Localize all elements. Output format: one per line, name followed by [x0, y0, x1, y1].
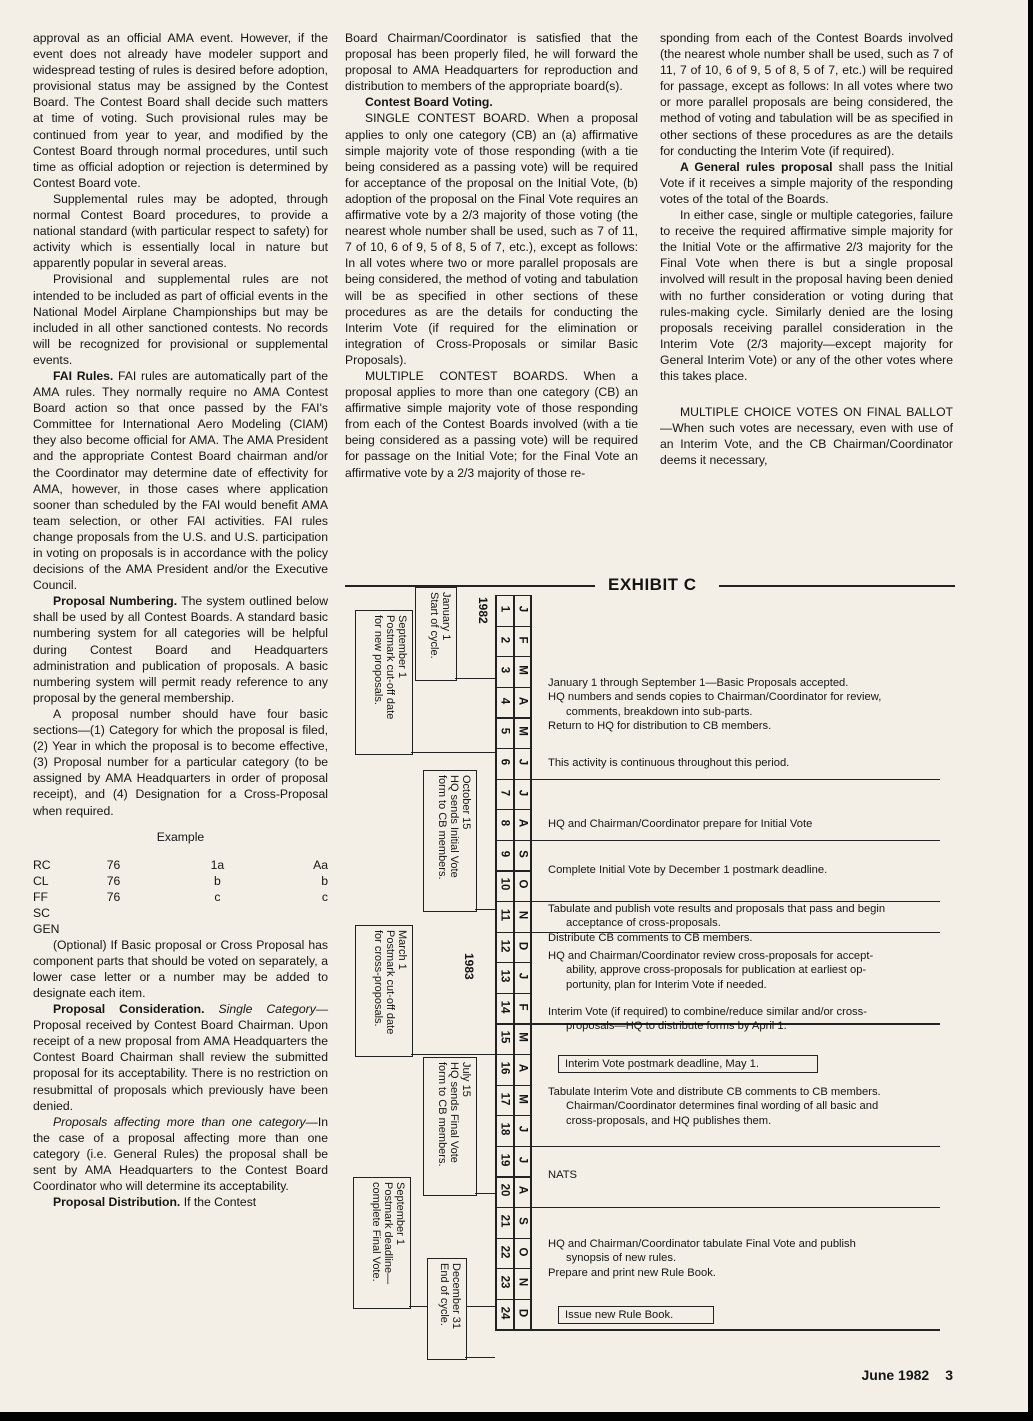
- milestone-label: December 31 End of cycle.: [438, 1263, 462, 1330]
- milestone-leader-line: [475, 1193, 495, 1194]
- step-text: ability, approve cross-proposals for publication at earliest op-: [566, 964, 867, 977]
- milestone-label: September 1 Postmark cut-off date for new proposals.: [372, 615, 408, 720]
- grid-row-line: [495, 656, 530, 657]
- paragraph: sponding from each of the Contest Boards involved (the nearest whole number shall be used, such as 7 of 11, 7 of 10, 6 of 9, 5 of 8, 5 of 7, etc.) will be required for passage, except as follows: In all votes where two or more parallel proposals are being considered, the method of voting and tabulation will be as specified in other sections of these procedures as are the details for conducting the Interim Vote (if required).: [660, 31, 953, 158]
- table-row: [33, 889, 328, 905]
- table-row: [33, 905, 328, 921]
- month-letter: J: [516, 1125, 529, 1133]
- paragraph: [33, 593, 328, 706]
- month-letter: J: [516, 1156, 529, 1163]
- month-number: 17: [498, 1092, 511, 1105]
- milestone-leader-line: [411, 752, 495, 753]
- table-cell: RC: [33, 857, 51, 872]
- milestone-label: March 1 Postmark cut-off date for cross-proposals.: [372, 930, 408, 1035]
- paragraph: (Optional) If Basic proposal or Cross Proposal has component parts that should be voted on separately, a lower case letter or a number may be added to designate each item.: [33, 937, 328, 1000]
- step-tabulate-initial: [548, 902, 948, 945]
- paragraph: Board Chairman/Coordinator is satisfied that the proposal has been properly filed, he will forward the proposal to AMA Headquarters for reproduction and distribution to members of the appropriate board(s).: [345, 31, 638, 94]
- section-heading: Proposal Distribution.: [53, 1195, 181, 1210]
- paragraph: In either case, single or multiple categories, failure to receive the required affirmative simple majority for the Initial Vote or the affirmative 2/3 majority for the Final Vote when there is but a single proposal involved will result in the proposal having been denied with no further consideration or voting during that rules-making cycle. Similarly denied are the losing proposals receiving parallel consideration in the Interim Vote (2/3 majority—except majority for General Interim Vote) or any of the other votes where this takes place.: [660, 208, 953, 383]
- table-cell: [181, 921, 255, 937]
- step-text: synopsis of new rules.: [566, 1252, 677, 1265]
- month-letter: M: [516, 1032, 529, 1043]
- paragraph: MULTIPLE CHOICE VOTES ON FINAL BALLOT—When such votes are necessary, even with use of an Interim Vote, and the CB Chairman/Coordinator deems it necessary,: [660, 405, 953, 468]
- scan-edge-bottom: [0, 1412, 1033, 1421]
- step-text: Return to HQ for distribution to CB members.: [548, 719, 772, 732]
- table-cell: [107, 921, 181, 937]
- month-number: 10: [498, 877, 511, 891]
- issue-date: June 1982: [861, 1367, 930, 1383]
- grid-line-right: [530, 595, 532, 1329]
- section-heading: Proposal Numbering.: [53, 594, 178, 609]
- table-row: [33, 857, 328, 873]
- month-letter: J: [516, 758, 529, 766]
- grid-row-line: [495, 1054, 530, 1055]
- month-number: 4: [498, 697, 511, 704]
- grid-row-line: [495, 962, 530, 963]
- step-text: Prepare and print new Rule Book.: [548, 1266, 716, 1279]
- milestone-box: [427, 1258, 467, 1360]
- grid-row-line: [495, 1176, 530, 1177]
- milestone-leader-line: [465, 1357, 495, 1358]
- month-number: 24: [498, 1306, 511, 1320]
- step-text: proposals—HQ to distribute forms by April 1.: [566, 1020, 787, 1033]
- grid-row-line: [495, 870, 530, 871]
- step-text: Tabulate and publish vote results and proposals that pass and begin: [548, 903, 886, 915]
- month-letter: A: [516, 819, 529, 828]
- month-letter: N: [516, 910, 529, 920]
- month-letter: A: [516, 696, 529, 705]
- paragraph: Provisional and supplemental rules are not intended to be included as part of official events in the National Model Airplane Championships but may be included in all other sanctioned contests. No records will be recognized for provisional or supplemental events.: [33, 272, 328, 367]
- month-number: 23: [498, 1275, 511, 1289]
- month-letter: O: [516, 1247, 529, 1257]
- step-text: January 1 through September 1—Basic Proposals accepted.: [548, 677, 849, 689]
- exhibit-title: EXHIBIT C: [600, 575, 705, 595]
- page-number: 3: [945, 1367, 953, 1383]
- paragraph: [33, 1001, 328, 1114]
- month-letter: D: [516, 941, 529, 950]
- grid-row-line: [495, 1115, 530, 1116]
- month-number: 9: [498, 850, 511, 857]
- month-number: 21: [498, 1214, 511, 1228]
- month-number: 16: [498, 1061, 511, 1075]
- step-nats: NATS: [548, 1169, 578, 1181]
- step-text: Interim Vote (if required) to combine/reduce similar and/or cross-: [548, 1006, 867, 1018]
- month-number: 1: [498, 605, 511, 613]
- table-cell: GEN: [33, 921, 60, 936]
- milestone-label: September 1 Postmark deadline— complete Final Vote.: [370, 1182, 406, 1285]
- table-cell: Aa: [313, 857, 328, 872]
- table-cell: 76: [106, 857, 121, 872]
- table-cell: FF: [33, 889, 48, 904]
- milestone-box: [353, 1177, 411, 1309]
- grid-row-line: [495, 595, 530, 596]
- table-cell: c: [321, 889, 328, 904]
- year-label: 1982: [476, 597, 490, 624]
- title-rule-left: [345, 585, 595, 587]
- table-cell: CL: [33, 873, 49, 888]
- month-letter: J: [516, 605, 529, 613]
- month-letter: J: [516, 789, 529, 796]
- table-row: [33, 921, 328, 937]
- step-text: cross-proposals, and HQ publishes them.: [566, 1114, 772, 1127]
- step-text: Tabulate Interim Vote and distribute CB comments to CB members.: [548, 1086, 881, 1098]
- month-number: 11: [498, 908, 511, 922]
- month-letter: F: [516, 636, 529, 644]
- rule-book-box: Issue new Rule Book.: [558, 1306, 714, 1324]
- section-heading: FAI Rules.: [53, 368, 114, 383]
- step-text: HQ numbers and sends copies to Chairman/Coordinator for review,: [548, 691, 882, 704]
- italic-text: Proposals affecting more than one category: [53, 1114, 306, 1129]
- step-interim-vote: [548, 1005, 948, 1034]
- step-text: portunity, plan for Interim Vote if needed.: [566, 978, 767, 991]
- milestone-box: [355, 925, 413, 1057]
- month-number: 20: [498, 1183, 511, 1197]
- paragraph: [33, 1114, 328, 1194]
- table-cell: [254, 921, 328, 937]
- grid-row-line: [495, 779, 940, 780]
- month-number: 8: [498, 819, 511, 827]
- step-initial-vote: Complete Initial Vote by December 1 postmark deadline.: [548, 864, 828, 876]
- month-letter: M: [516, 726, 529, 737]
- example-label: Example: [156, 829, 205, 844]
- page-footer: [861, 1367, 953, 1383]
- milestone-box: [355, 610, 413, 755]
- section-heading: A General rules proposal: [680, 159, 833, 174]
- step-text: HQ and Chairman/Coordinator review cross-proposals for accept-: [548, 950, 874, 962]
- grid-row-line: [495, 1329, 940, 1330]
- paragraph-text: FAI rules are automatically part of the AMA rules. They normally require no AMA Contest Board action so that once passed by the FAI's Committee for International Aero Modeling (CIAM) they also become official for AMA. The AMA President and the appropriate Contest Board chairman and/or the Coordinator may determine date of effectivity for AMA, however, in those cases where application sooner than scheduled by the FAI would benefit AMA team selection, or other FAI activities. FAI rules change proposals from the U.S. and U.S. participation in voting on proposals is in accordance with the policy decisions of the AMA President and/or the Executive Council.: [33, 368, 329, 593]
- grid-row-line: [495, 748, 530, 749]
- month-number: 7: [498, 789, 511, 796]
- interim-deadline-box: Interim Vote postmark deadline, May 1.: [558, 1055, 818, 1073]
- table-cell: b: [213, 873, 221, 888]
- milestone-leader-line: [475, 909, 495, 910]
- month-number: 2: [498, 636, 511, 643]
- grid-row-line: [495, 626, 530, 627]
- milestone-leader-line: [455, 678, 495, 679]
- grid-row-line: [495, 1085, 530, 1086]
- table-cell: 76: [106, 889, 121, 904]
- table-cell: [107, 905, 181, 921]
- month-letter: M: [516, 665, 529, 675]
- month-number: 22: [498, 1245, 511, 1258]
- table-cell: SC: [33, 905, 50, 920]
- month-number: 3: [498, 666, 511, 674]
- month-letter: A: [516, 1186, 529, 1195]
- grid-row-line: [495, 1146, 940, 1147]
- step-text: comments, breakdown into sub-parts.: [566, 705, 753, 718]
- step-review-cross-proposals: [548, 949, 948, 992]
- month-letter: J: [516, 972, 529, 980]
- paragraph-text: —In the case of a proposal affecting more than one category (i.e. General Rules) the proposal shall be sent by AMA Headquarters to the Contest Board Coordinator who will determine its acceptability.: [33, 1114, 328, 1194]
- step-basic-proposals: [548, 676, 948, 733]
- paragraph-text: shall pass the Initial Vote if it receives a simple majority of the responding votes of the total of the Boards.: [660, 159, 953, 206]
- year-label: 1983: [462, 953, 476, 980]
- table-cell: [254, 905, 328, 921]
- milestone-label: January 1 Start of cycle.: [428, 592, 452, 659]
- month-letter: M: [516, 1093, 529, 1104]
- milestone-label: July 15 HQ sends Final Vote form to CB members.: [436, 1062, 472, 1167]
- step-text: Distribute CB comments to CB members.: [548, 931, 753, 944]
- example-table: [33, 857, 328, 937]
- paragraph-text: If the Contest: [183, 1195, 257, 1210]
- step-text: HQ and Chairman/Coordinator tabulate Final Vote and publish: [548, 1238, 856, 1250]
- month-number: 5: [498, 728, 511, 735]
- table-cell: 1a: [210, 857, 225, 872]
- milestone-box: [423, 1057, 477, 1196]
- section-heading: Proposal Consideration.: [53, 1002, 205, 1017]
- paragraph: Supplemental rules may be adopted, through normal Contest Board procedures, to provide a national standard (with particular respect to safety) for activity which is essentially local in nature but apparently popular in several areas.: [33, 191, 328, 271]
- step-final-vote: [548, 1237, 948, 1280]
- milestone-leader-line: [411, 1054, 495, 1055]
- section-heading: Contest Board Voting.: [365, 95, 493, 110]
- month-number: 12: [498, 939, 511, 952]
- text-column-2: [345, 30, 638, 481]
- paragraph: [33, 368, 328, 593]
- month-number: 6: [498, 758, 511, 766]
- step-prepare-initial-vote: HQ and Chairman/Coordinator prepare for Initial Vote: [548, 818, 813, 830]
- table-cell: c: [214, 889, 221, 904]
- table-row: [33, 873, 328, 889]
- milestone-box: [423, 770, 477, 912]
- table-cell: 76: [106, 873, 121, 888]
- month-number: 15: [498, 1030, 511, 1044]
- grid-row-line: [495, 1268, 530, 1269]
- grid-row-line: [495, 1207, 940, 1208]
- month-number: 18: [498, 1122, 511, 1136]
- grid-row-line: [495, 1238, 530, 1239]
- italic-text: Single Category—: [218, 1002, 329, 1017]
- grid-row-line: [495, 687, 530, 688]
- grid-row-line: [495, 809, 530, 810]
- table-cell: [181, 905, 255, 921]
- spacer: [660, 384, 953, 404]
- paragraph: approval as an official AMA event. However, if the event does not already have modeler support and widespread testing of rules is desired before adoption, provisional status may be assigned by the Contest Board. The Contest Board shall decide such matters at time of voting. Such provisional rules may be continued from year to year, and modified by the Contest Board through normal procedures, until such time as official adoption or rejection is determined by Contest Board vote.: [33, 31, 328, 190]
- milestone-label: October 15 HQ sends Initial Vote form to CB members.: [436, 775, 472, 880]
- text-column-1: [33, 30, 328, 1210]
- paragraph: [33, 1194, 328, 1210]
- paragraph: [660, 159, 953, 207]
- month-letter: O: [516, 879, 529, 889]
- month-number: 14: [498, 1000, 511, 1014]
- paragraph: MULTIPLE CONTEST BOARDS. When a proposal applies to more than one category (CB) an affirmative simple majority vote of those responding from each of the Contest Boards involved (with a tie being considered as a passing vote) will be required for passage on the Initial Vote; for the Final Vote an affirmative vote by a 2/3 majority of those re-: [345, 368, 638, 480]
- month-letter: S: [516, 849, 529, 858]
- paragraph: SINGLE CONTEST BOARD. When a proposal applies to only one category (CB) an (a) affirmative simple majority vote of those responding (with a tie being considered as a passing vote) will be required for acceptance of the proposal on the Initial Vote, (b) adoption of the proposal on the Final Vote requires an affirmative vote by a 2/3 majority of those voting (the nearest whole number shall be used, such as 7 of 11, 7 of 10, 6 of 9, 5 of 8, 5 of 7, etc.), except as follows: In all votes where two or more parallel proposals are being considered, the method of voting and tabulation will be as specified in other sections of these procedures as are the details for conducting the Interim Vote (if required for the elimination or integration of Cross-Proposals or similar Basic Proposals).: [345, 111, 638, 367]
- exhibit-c-timeline: [345, 565, 955, 1355]
- title-rule-right: [719, 585, 955, 587]
- step-tabulate-interim: [548, 1085, 948, 1128]
- scan-edge: [1028, 0, 1033, 1421]
- step-text: Chairman/Coordinator determines final wording of all basic and: [566, 1100, 879, 1113]
- grid-row-line: [495, 840, 940, 841]
- paragraph-text: Proposal received by Contest Board Chairman. Upon receipt of a new proposal from AMA Headquarters the Contest Board Chairman shall review the submitted proposal for its acceptability. There is no restriction on resubmittal of proposals which previously have been denied.: [33, 1018, 328, 1113]
- paragraph: A proposal number should have four basic sections—(1) Category for which the proposal is filed, (2) Year in which the proposal is to become effective, (3) Proposal number for a particular category (to be assigned by AMA Headquarters in order of proposal receipt), and (4) Designation for a Cross-Proposal when required.: [33, 706, 328, 818]
- month-number: 19: [498, 1153, 511, 1167]
- month-number: 13: [498, 969, 511, 983]
- milestone-box: [415, 587, 457, 681]
- month-letter: F: [516, 1003, 529, 1011]
- text-column-3: [660, 30, 953, 468]
- month-letter: N: [516, 1278, 529, 1287]
- paragraph-text: The system outlined below shall be used by all Contest Boards. A standard basic numbering system for all categories will be helpful during Contest Board and Headquarters administration and publication of proposals. A basic numbering system will permit ready reference to any proposal by the general membership.: [33, 594, 329, 705]
- step-text: acceptance of cross-proposals.: [566, 917, 721, 930]
- step-continuous: This activity is continuous throughout this period.: [548, 757, 790, 769]
- grid-row-line: [495, 1299, 530, 1300]
- month-letter: A: [516, 1063, 529, 1073]
- month-letter: S: [516, 1217, 529, 1225]
- grid-row-line: [495, 993, 530, 994]
- month-letter: D: [516, 1308, 529, 1317]
- table-cell: b: [321, 873, 328, 888]
- grid-row-line: [495, 717, 530, 718]
- paragraph: [345, 94, 638, 110]
